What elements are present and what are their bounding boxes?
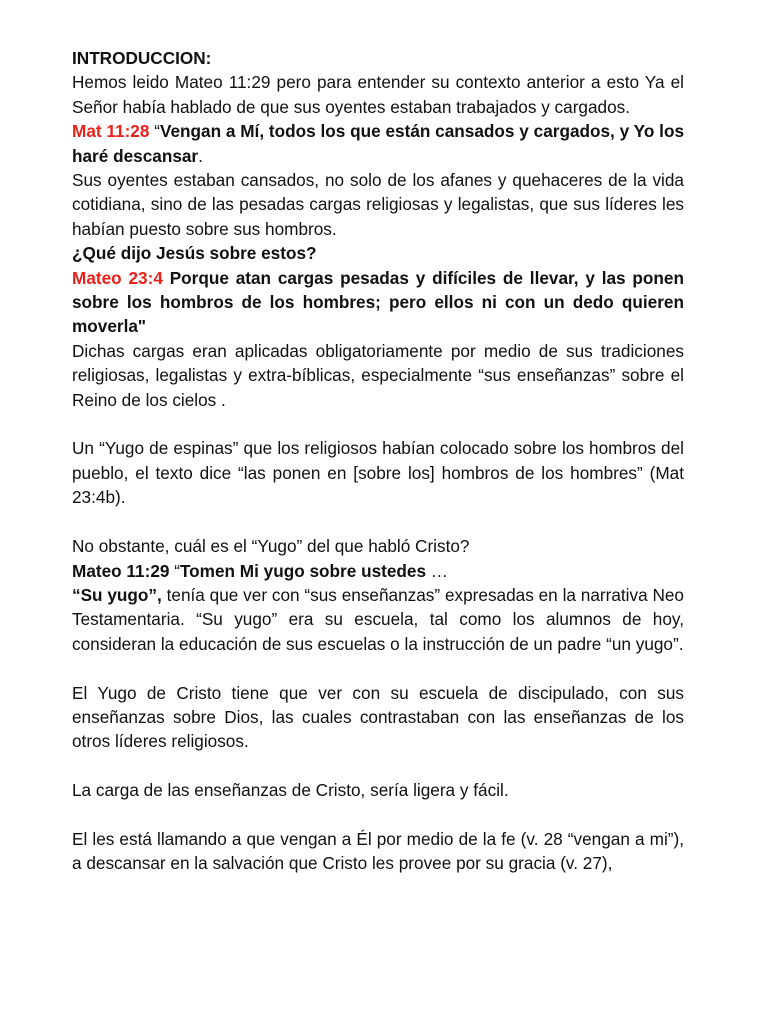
spacer [72,656,684,680]
verse-open-quote: “ [169,560,180,581]
verse-mateo-11-29 [72,559,684,583]
verse-text: Tomen Mi yugo sobre ustedes [179,560,427,581]
spacer [72,803,684,827]
paragraph-christ-yoke: El Yugo de Cristo tiene que ver con su escuela de discipulado, con sus enseñanzas sobre Dios, las cuales contrastaban con las enseñanzas de los otros líderes religiosos. [72,682,684,752]
verse-end: . [198,145,203,166]
verse-reference: Mat 11:28 [72,121,150,142]
spacer [72,754,684,778]
spacer [72,412,684,436]
paragraph-text: tenía que ver con “sus enseñanzas” expresadas en la narrativa Neo Testamentaria. “Su yugo” era su escuela, tal como los alumnos de hoy, consideran la educación de sus escuelas o la instrucción de un padre “un yugo”. [72,584,684,654]
verse-end: … [426,560,448,581]
verse-text: Vengan a Mí, todos los que están cansados y cargados, y Yo los haré descansar [72,121,684,166]
lead-phrase: “Su yugo”, [72,584,162,605]
paragraph-come-by-faith: El les está llamando a que vengan a Él por medio de la fe (v. 28 “vengan a mi”), a descansar en la salvación que Cristo les provee por su gracia (v. 27), [72,828,684,874]
document-page [72,46,684,876]
paragraph-light-burden: La carga de las enseñanzas de Cristo, sería ligera y fácil. [72,780,509,801]
paragraph-question-yoke: No obstante, cuál es el “Yugo” del que habló Cristo? [72,536,470,557]
paragraph-su-yugo [72,583,684,656]
paragraph-context: Hemos leido Mateo 11:29 pero para entender su contexto anterior a esto Ya el Señor había hablado de que sus oyentes estaban trabajados y cargados. [72,72,684,117]
verse-text: Porque atan cargas pesadas y difíciles de llevar, y las ponen sobre los hombros de los hombres; pero ellos ni con un dedo quieren moverla" [72,267,684,337]
verse-mateo-23-4 [72,266,684,339]
verse-mat-11-28 [72,119,684,168]
verse-open-quote: “ [149,121,160,142]
verse-reference: Mateo 23:4 [72,267,163,288]
spacer [72,510,684,534]
paragraph-burdens: Dichas cargas eran aplicadas obligatoriamente por medio de sus tradiciones religiosas, legalistas y extra-bíblicas, especialmente “sus enseñanzas” sobre el Reino de los cielos . [72,340,684,410]
intro-heading: INTRODUCCION: [72,48,212,68]
verse-reference: Mateo 11:29 [72,560,170,581]
paragraph-tired-listeners: Sus oyentes estaban cansados, no solo de los afanes y quehaceres de la vida cotidiana, sino de las pesadas cargas religiosas y legalistas, que sus líderes les habían puesto sobre sus hombros. [72,170,684,239]
question-heading: ¿Qué dijo Jesús sobre estos? [72,243,317,264]
paragraph-yoke-of-thorns: Un “Yugo de espinas” que los religiosos habían colocado sobre los hombros del pueblo, el texto dice “las ponen en [sobre los] hombros de los hombres” (Mat 23:4b). [72,438,684,508]
